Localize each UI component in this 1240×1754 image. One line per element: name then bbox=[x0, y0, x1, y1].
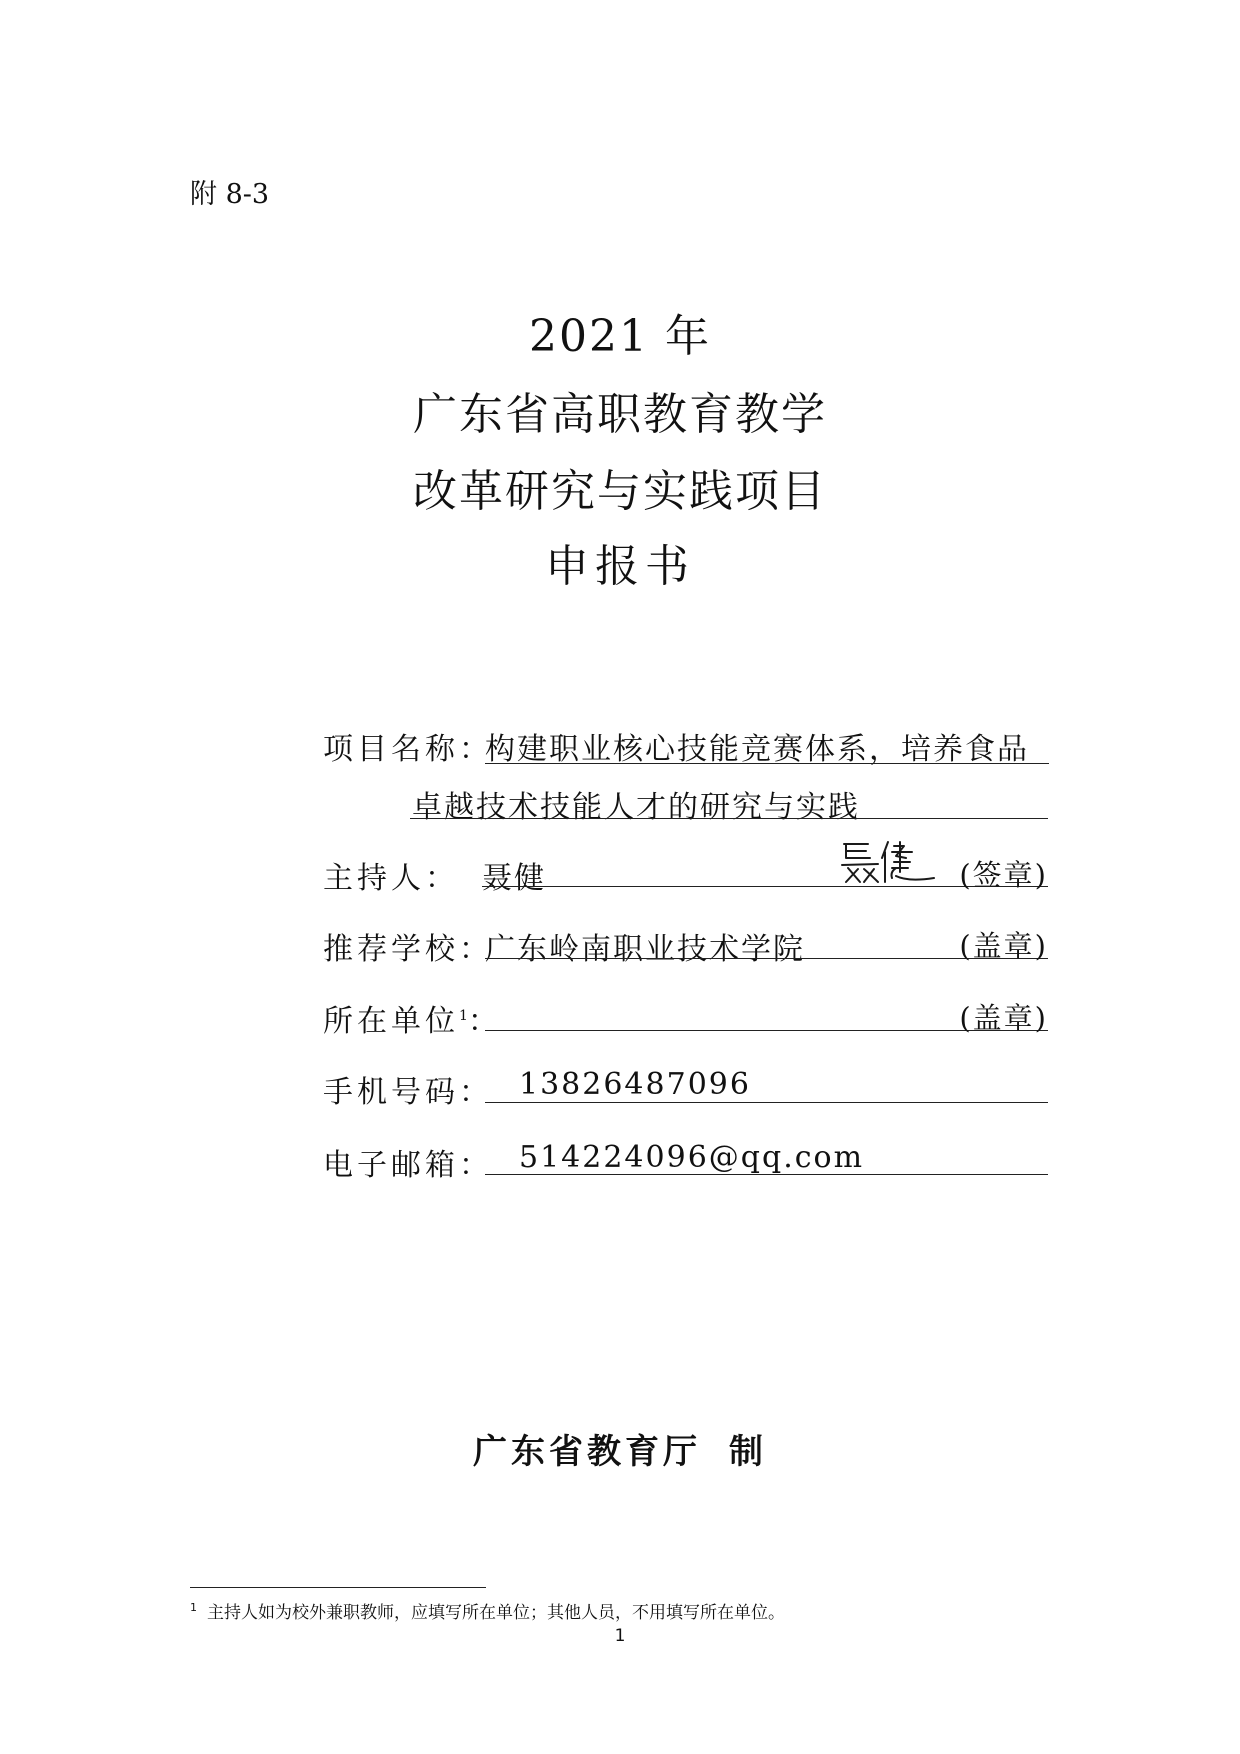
host-signature bbox=[838, 838, 938, 886]
email-value: 514224096@qq.com bbox=[519, 1140, 865, 1175]
title-year: 2021 年 bbox=[529, 311, 711, 362]
issuing-authority: 广东省教育厅 制 bbox=[473, 1432, 767, 1472]
host-label: 主持人： bbox=[323, 861, 459, 896]
phone-value: 13826487096 bbox=[519, 1067, 751, 1102]
project-name-label: 项目名称： bbox=[323, 732, 493, 767]
email-underline bbox=[485, 1174, 1048, 1175]
phone-underline bbox=[485, 1102, 1048, 1103]
footnote-separator bbox=[190, 1587, 486, 1588]
school-label: 推荐学校： bbox=[323, 932, 493, 967]
title-line-2: 改革研究与实践项目 bbox=[413, 466, 827, 517]
project-name-line-1: 构建职业核心技能竞赛体系，培养食品 bbox=[485, 732, 1029, 767]
school-name: 广东岭南职业技术学院 bbox=[485, 932, 805, 967]
footnote: $^1$ 主持人如为校外兼职教师，应填写所在单位；其他人员，不用填写所在单位。 bbox=[190, 1601, 785, 1623]
unit-stamp-note: (盖章) bbox=[959, 1001, 1048, 1035]
project-name-underline-2 bbox=[410, 818, 1048, 819]
unit-label: 所在单位$^1$： bbox=[323, 1004, 502, 1039]
email-label: 电子邮箱： bbox=[323, 1148, 493, 1183]
host-name: 聂健 bbox=[482, 861, 546, 896]
attachment-number: 附 8-3 bbox=[190, 179, 270, 210]
project-name-underline-1 bbox=[485, 763, 1049, 764]
host-stamp-note: (签章) bbox=[959, 858, 1048, 892]
project-name-line-2: 卓越技术技能人才的研究与实践 bbox=[412, 790, 860, 825]
phone-label: 手机号码： bbox=[323, 1075, 493, 1110]
title-line-1: 广东省高职教育教学 bbox=[413, 389, 827, 440]
title-line-3: 申报书 bbox=[545, 541, 695, 592]
school-stamp-note: (盖章) bbox=[959, 929, 1048, 963]
page-number: 1 bbox=[614, 1626, 626, 1646]
